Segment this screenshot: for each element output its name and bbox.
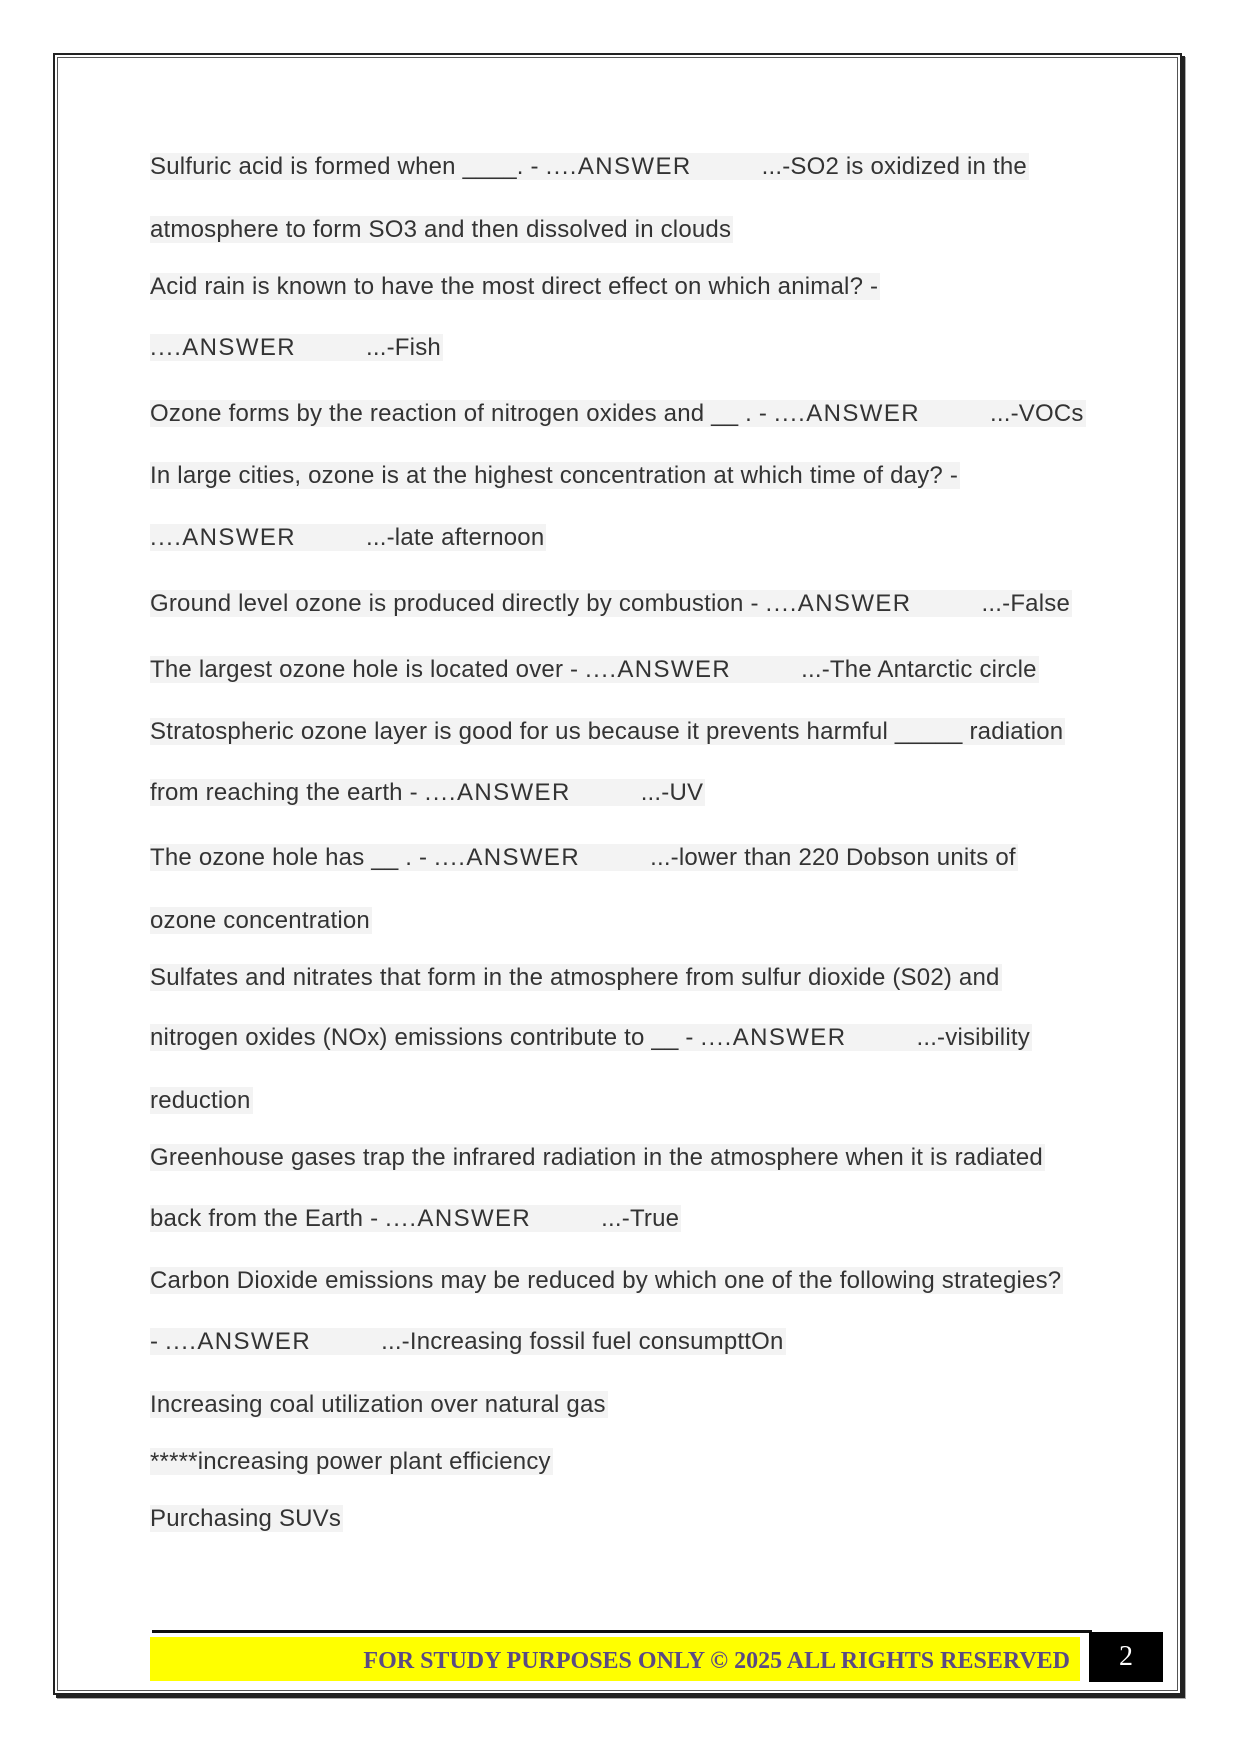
text-line: Greenhouse gases trap the infrared radiation in the atmosphere when it is radiated — [150, 1144, 1043, 1171]
text-line: The ozone hole has __ . - ....ANSWER ...-lower than 220 Dobson units of — [150, 844, 1016, 871]
text-line: ....ANSWER ...-late afternoon — [150, 524, 545, 551]
text-line: Purchasing SUVs — [150, 1505, 342, 1532]
text-line: ozone concentration — [150, 907, 370, 934]
text-line: from reaching the earth - ....ANSWER ...-UV — [150, 779, 704, 806]
text-line: reduction — [150, 1087, 251, 1114]
text-line: Carbon Dioxide emissions may be reduced by which one of the following strategies? — [150, 1267, 1062, 1294]
text-line: Sulfates and nitrates that form in the atmosphere from sulfur dioxide (S02) and — [150, 964, 1000, 991]
text-line: Ozone forms by the reaction of nitrogen oxides and __ . - ....ANSWER ...-VOCs — [150, 400, 1084, 427]
text-line: Acid rain is known to have the most direct effect on which animal? - — [150, 273, 879, 300]
footer-divider — [152, 1630, 1092, 1633]
text-line: In large cities, ozone is at the highest concentration at which time of day? - — [150, 462, 959, 489]
text-line: back from the Earth - ....ANSWER ...-True — [150, 1205, 680, 1232]
text-line: *****increasing power plant efficiency — [150, 1448, 551, 1475]
text-line: - ....ANSWER ...-Increasing fossil fuel consumpttOn — [150, 1328, 784, 1355]
text-line: nitrogen oxides (NOx) emissions contribute to __ - ....ANSWER ...-visibility — [150, 1024, 1030, 1051]
text-line: The largest ozone hole is located over - ....ANSWER ...-The Antarctic circle — [150, 656, 1037, 683]
text-line: Sulfuric acid is formed when ____. - ....ANSWER ...-SO2 is oxidized in the — [150, 153, 1027, 180]
page-number: 2 — [1089, 1632, 1163, 1682]
footer-notice: FOR STUDY PURPOSES ONLY © 2025 ALL RIGHTS RESERVED — [363, 1648, 1070, 1674]
text-line: atmosphere to form SO3 and then dissolved in clouds — [150, 216, 732, 243]
text-line: Ground level ozone is produced directly by combustion - ....ANSWER ...-False — [150, 590, 1071, 617]
text-line: Increasing coal utilization over natural gas — [150, 1391, 606, 1418]
text-line: ....ANSWER ...-Fish — [150, 334, 441, 361]
text-line: Stratospheric ozone layer is good for us because it prevents harmful _____ radiation — [150, 718, 1064, 745]
